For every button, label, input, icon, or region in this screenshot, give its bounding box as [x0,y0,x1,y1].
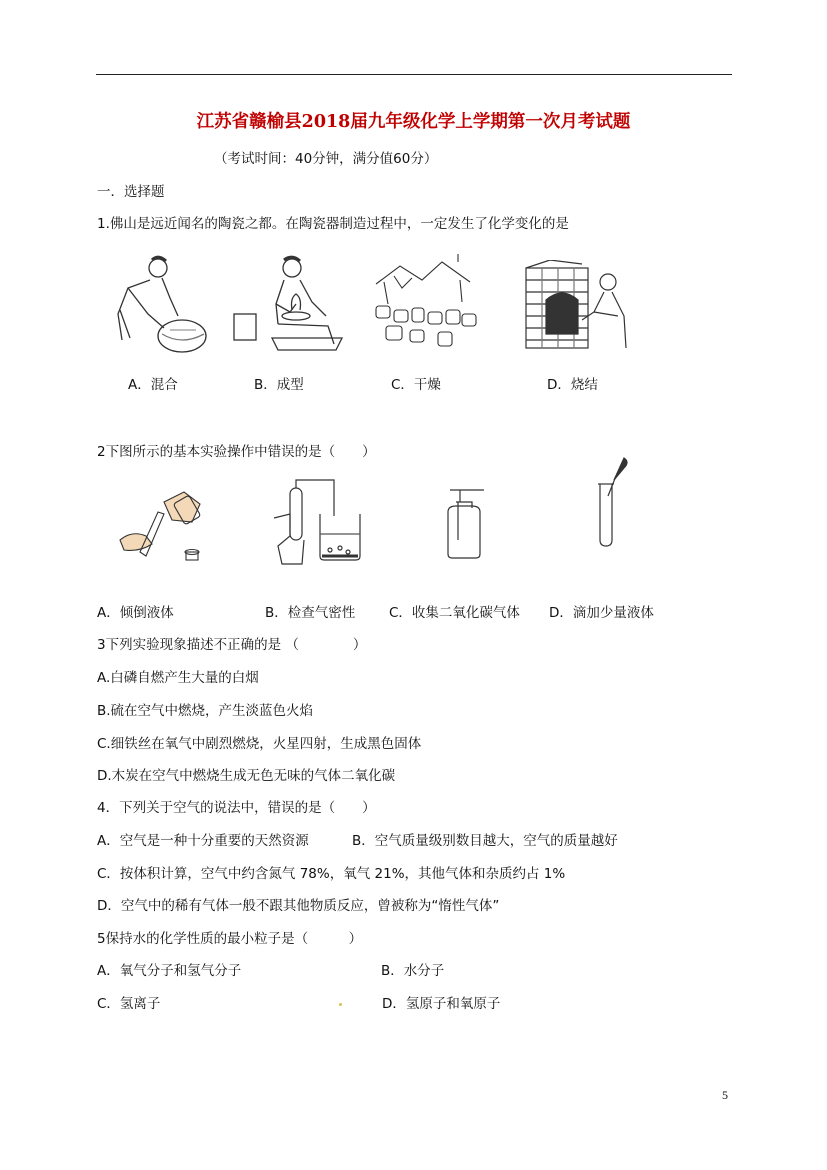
q1-option-d: D．烧结 [547,377,598,393]
q2-option-c: C．收集二氧化碳气体 [389,605,520,621]
stray-dot [339,1003,342,1006]
q1-stem: 1.佛山是远近闻名的陶瓷之都。在陶瓷器制造过程中，一定发生了化学变化的是 [97,216,569,232]
page-number: 5 [722,1088,728,1102]
q4-option-c: C．按体积计算，空气中约含氮气 78%，氧气 21%，其他气体和杂质约占 1% [97,866,566,882]
q3-option-b: B.硫在空气中燃烧，产生淡蓝色火焰 [97,703,314,719]
q2-image-gas-collect [438,482,492,562]
q1-image-mixing [100,254,210,356]
q1-option-b: B．成型 [254,377,304,393]
q3-option-d: D.木炭在空气中燃烧生成无色无味的气体二氧化碳 [97,768,396,784]
q1-option-a: A．混合 [128,377,178,393]
q4-stem: 4．下列关于空气的说法中，错误的是（ ） [97,800,376,816]
q3-option-c: C.细铁丝在氧气中剧烈燃烧，火星四射，生成黑色固体 [97,736,422,752]
q5-option-a: A．氧气分子和氢气分子 [97,963,242,979]
q2-stem: 2下图所示的基本实验操作中错误的是（ ） [97,444,376,460]
q2-image-airtight-check [268,476,368,566]
q2-option-d: D．滴加少量液体 [549,605,654,621]
q2-image-dropper [590,456,630,550]
q4-option-a: A．空气是一种十分重要的天然资源 [97,833,309,849]
q5-option-c: C．氢离子 [97,996,161,1012]
q1-image-drying [370,254,482,356]
q2-image-pour-liquid [112,482,212,564]
section-heading: 一．选择题 [97,184,165,200]
q4-option-d: D．空气中的稀有气体一般不跟其他物质反应，曾被称为“惰性气体” [97,898,500,914]
header-rule [96,74,732,75]
q3-stem: 3下列实验现象描述不正确的是 （ ） [97,637,367,653]
q5-stem: 5保持水的化学性质的最小粒子是（ ） [97,931,363,947]
exam-title: 江苏省赣榆县2018届九年级化学上学期第一次月考试题 [196,112,631,132]
q3-option-a: A.白磷自燃产生大量的白烟 [97,670,259,686]
q1-image-firing [522,260,646,356]
q5-option-d: D．氢原子和氧原子 [382,996,501,1012]
exam-subtitle: （考试时间：40分钟，满分值60分） [214,151,438,167]
q1-option-c: C．干燥 [391,377,441,393]
q2-option-b: B．检查气密性 [265,605,356,621]
q4-option-b: B．空气质量级别数目越大，空气的质量越好 [352,833,618,849]
q5-option-b: B．水分子 [381,963,445,979]
q1-image-shaping [232,254,350,356]
q2-option-a: A．倾倒液体 [97,605,174,621]
